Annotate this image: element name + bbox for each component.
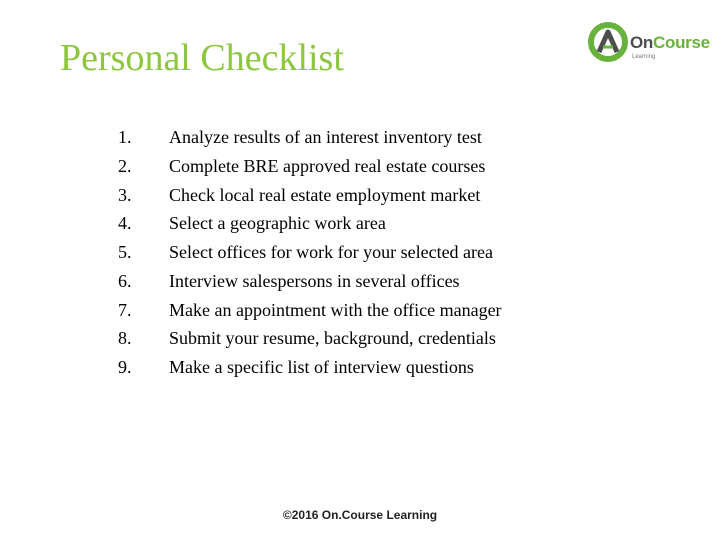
checklist-item (118, 123, 502, 152)
item-number: 6. (118, 270, 132, 291)
item-number: 9. (118, 357, 132, 377)
checklist (118, 123, 502, 382)
checklist-item (118, 209, 502, 238)
checklist-item (118, 324, 502, 353)
item-number: 5. (118, 242, 132, 262)
checklist-item (118, 267, 502, 296)
item-text: Select offices for work for your selected area (169, 242, 494, 262)
item-text: Select a geographic work area (169, 213, 386, 234)
checklist-item (118, 238, 502, 267)
logo-wordmark (630, 34, 710, 52)
item-text: Make an appointment with the office manager (169, 299, 502, 320)
item-text: Make a specific list of interview questions (169, 357, 474, 377)
checklist-item (118, 152, 502, 181)
logo-word-course: Course (653, 33, 710, 52)
slide-title: Personal Checklist (60, 37, 344, 79)
checklist-item (118, 353, 502, 382)
copyright-footer: ©2016 On.Course Learning (282, 508, 438, 522)
checklist-item (118, 296, 502, 325)
item-text: Check local real estate employment market (169, 184, 481, 205)
item-number: 7. (118, 299, 132, 320)
item-number: 8. (118, 328, 132, 349)
item-number: 4. (118, 213, 132, 234)
logo-word-on: On (630, 33, 654, 52)
item-text: Analyze results of an interest inventory test (169, 127, 482, 147)
item-text: Interview salespersons in several offices (169, 270, 460, 291)
oncourse-logo (586, 18, 710, 66)
item-text: Submit your resume, background, credentials (169, 328, 496, 349)
item-number: 2. (118, 155, 132, 176)
checklist-item (118, 181, 502, 210)
logo-peak (599, 32, 617, 52)
item-number: 1. (118, 127, 132, 147)
logo-subtitle: Learning (632, 54, 656, 60)
oncourse-logo-icon (586, 18, 634, 66)
item-number: 3. (118, 184, 132, 205)
item-text: Complete BRE approved real estate courses (169, 155, 486, 176)
